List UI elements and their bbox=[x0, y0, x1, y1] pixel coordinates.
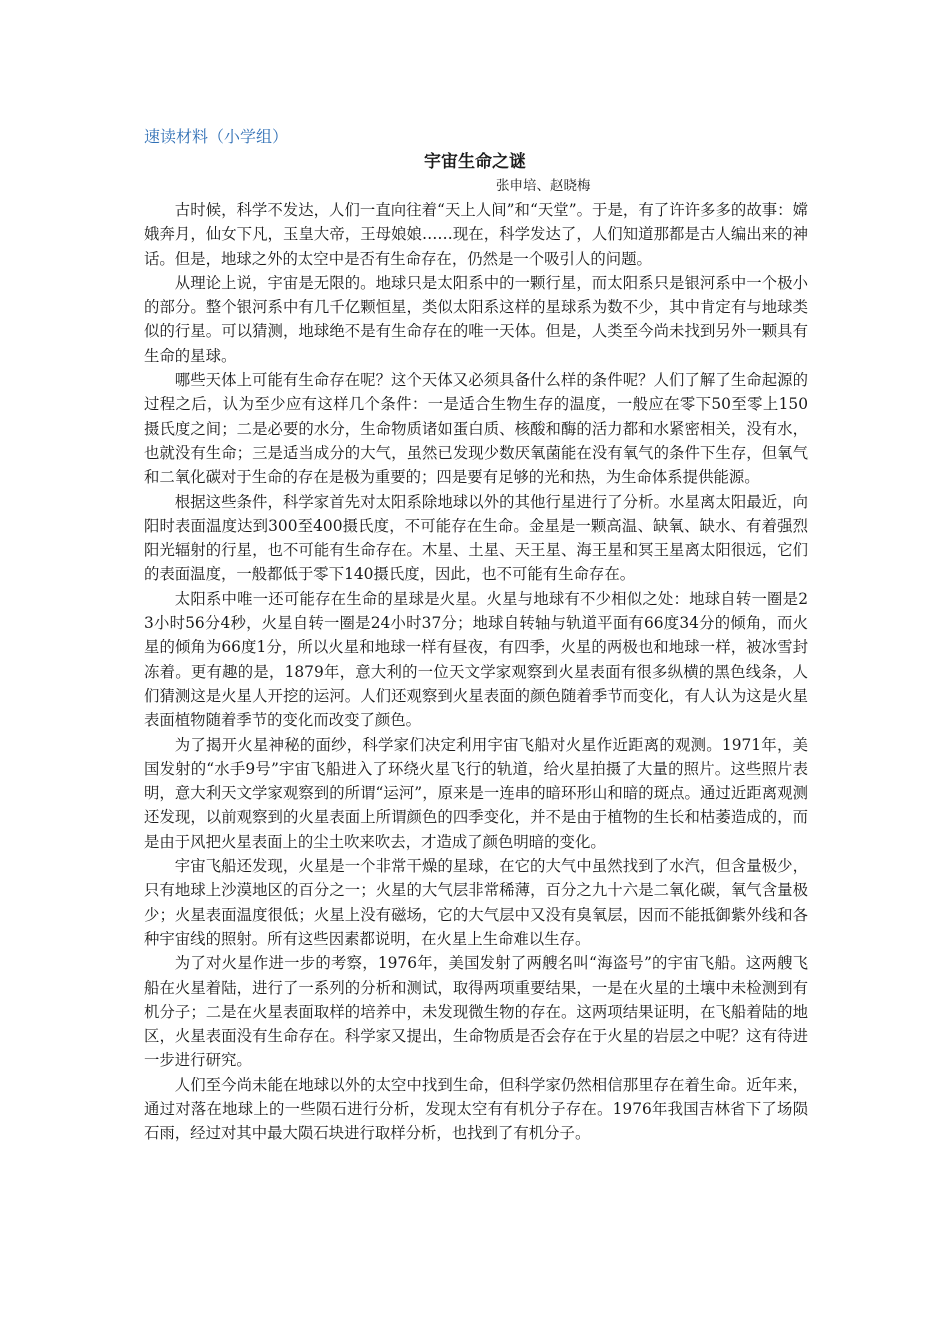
paragraph-1: 古时候，科学不发达，人们一直向往着“天上人间”和“天堂”。于是，有了许许多多的故事：嫦娥奔月，仙女下凡，玉皇大帝，王母娘娘……现在，科学发达了，人们知道那都是古人编出来的神话。但是，地球之外的太空中是否有生命存在，仍然是一个吸引人的问题。 bbox=[144, 201, 808, 268]
paragraph-8: 为了对火星作进一步的考察，1976年，美国发射了两艘名叫“海盗号”的宇宙飞船。这两艘飞船在火星着陆，进行了一系列的分析和测试，取得两项重要结果，一是在火星的土壤中未检测到有机分子；二是在火星表面取样的培养中，未发现微生物的存在。这两项结果证明，在飞船着陆的地区，火星表面没有生命存在。科学家又提出，生命物质是否会存在于火星的岩层之中呢？这有待进一步进行研究。 bbox=[144, 954, 808, 1070]
paragraph-6: 为了揭开火星神秘的面纱，科学家们决定利用宇宙飞船对火星作近距离的观测。1971年，美国发射的“水手9号”宇宙飞船进入了环绕火星飞行的轨道，给火星拍摄了大量的照片。这些照片表明，意大利天文学家观察到的所谓“运河”，原来是一连串的暗环形山和暗的斑点。通过近距离观测还发现，以前观察到的火星表面上所谓颜色的四季变化，并不是由于植物的生长和枯萎造成的，而是由于风把火星表面上的尘土吹来吹去，才造成了颜色明暗的变化。 bbox=[144, 735, 808, 851]
authors-line: 张申培、赵晓梅 bbox=[496, 178, 591, 194]
paragraph-3: 哪些天体上可能有生命存在呢？这个天体又必须具备什么样的条件呢？人们了解了生命起源的过程之后，认为至少应有这样几个条件：一是适合生物生存的温度，一般应在零下50至零上150摄氏度之间；二是必要的水分，生命物质诸如蛋白质、核酸和酶的活力都和水紧密相关，没有水，也就没有生命；三是适当成分的大气，虽然已发现少数厌氧菌能在没有氧气的条件下生存，但氧气和二氧化碳对于生命的存在是极为重要的；四是要有足够的光和热，为生命体系提供能源。 bbox=[144, 371, 808, 487]
paragraph-2: 从理论上说，宇宙是无限的。地球只是太阳系中的一颗行星，而太阳系只是银河系中一个极小的部分。整个银河系中有几千亿颗恒星，类似太阳系这样的星球系为数不少，其中肯定有与地球类似的行星。可以猜测，地球绝不是有生命存在的唯一天体。但是，人类至今尚未找到另外一颗具有生命的星球。 bbox=[144, 273, 808, 365]
paragraph-5: 太阳系中唯一还可能存在生命的星球是火星。火星与地球有不少相似之处：地球自转一圈是23小时56分4秒，火星自转一圈是24小时37分；地球自转轴与轨道平面有66度34分的倾角，而火星的倾角为66度1分，所以火星和地球一样有昼夜，有四季，火星的两极也和地球一样，被冰雪封冻着。更有趣的是，1879年，意大利的一位天文学家观察到火星表面有很多纵横的黑色线条，人们猜测这是火星人开挖的运河。人们还观察到火星表面的颜色随着季节而变化，有人认为这是火星表面植物随着季节的变化而改变了颜色。 bbox=[144, 589, 808, 730]
paragraph-7: 宇宙飞船还发现，火星是一个非常干燥的星球，在它的大气中虽然找到了水汽，但含量极少，只有地球上沙漠地区的百分之一；火星的大气层非常稀薄，百分之九十六是二氧化碳，氧气含量极少；火星表面温度很低；火星上没有磁场，它的大气层中又没有臭氧层，因而不能抵御紫外线和各种宇宙线的照射。所有这些因素都说明，在火星上生命难以生存。 bbox=[144, 857, 808, 948]
paragraph-9: 人们至今尚未能在地球以外的太空中找到生命，但科学家仍然相信那里存在着生命。近年来，通过对落在地球上的一些陨石进行分析，发现太空有有机分子存在。1976年我国吉林省下了场陨石雨，经过对其中最大陨石块进行取样分析，也找到了有机分子。 bbox=[144, 1075, 808, 1143]
paragraph-4: 根据这些条件，科学家首先对太阳系除地球以外的其他行星进行了分析。水星离太阳最近，向阳时表面温度达到300至400摄氏度，不可能存在生命。金星是一颗高温、缺氧、缺水、有着强烈阳光辐射的行星，也不可能有生命存在。木星、土星、天王星、海王星和冥王星离太阳很远，它们的表面温度，一般都低于零下140摄氏度，因此，也不可能有生命存在。 bbox=[144, 492, 808, 584]
article-body bbox=[144, 198, 808, 1146]
category-label: 速读材料（小学组） bbox=[144, 127, 289, 146]
page-title: 宇宙生命之谜 bbox=[424, 152, 526, 172]
